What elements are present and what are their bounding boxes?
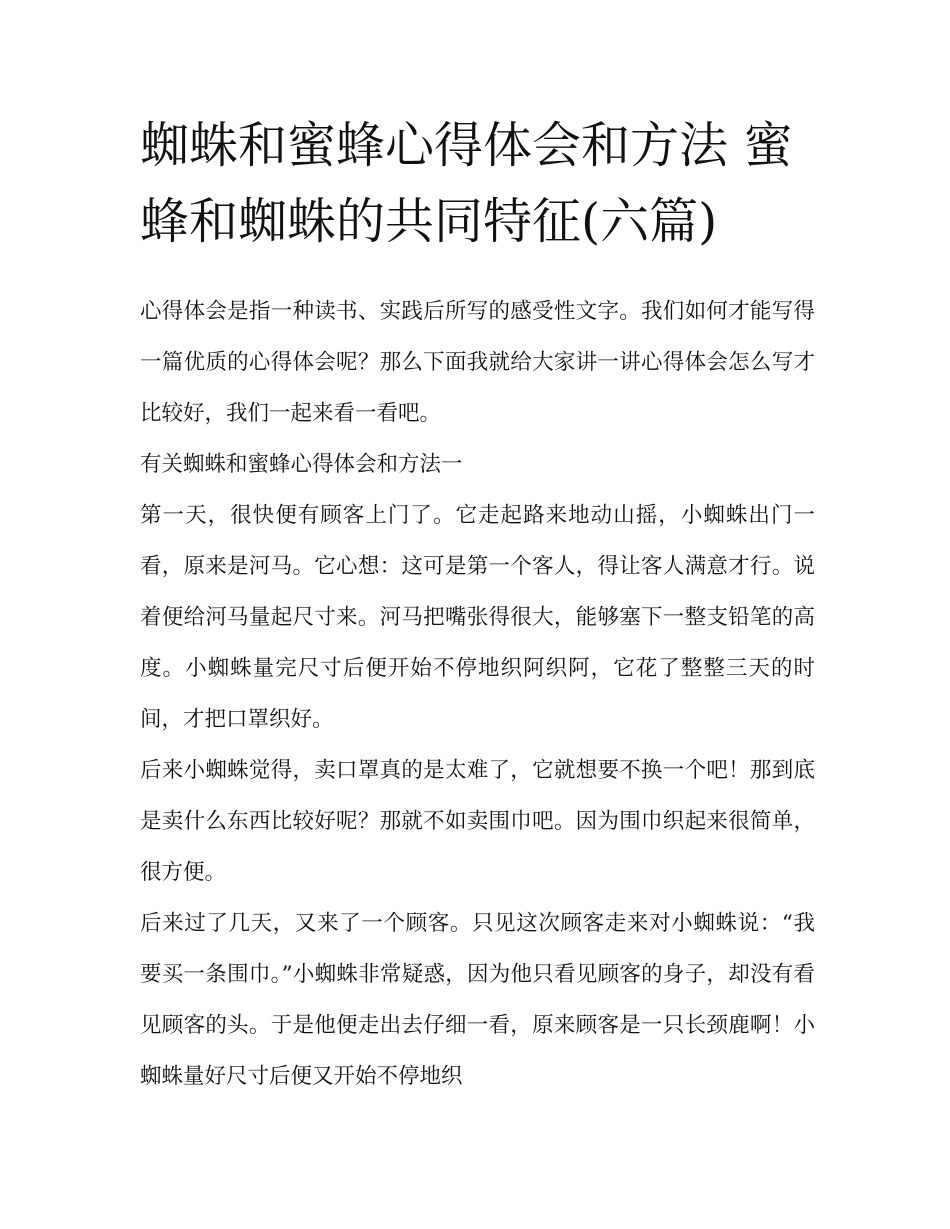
section-heading: 有关蜘蛛和蜜蜂心得体会和方法一 (140, 452, 463, 477)
body-paragraph: 后来小蜘蛛觉得，卖口罩真的是太难了，它就想要不换一个吧！那到底是卖什么东西比较好呢？那就不如卖围巾吧。因为围巾织起来很简单，很方便。 (140, 758, 815, 885)
intro-paragraph: 心得体会是指一种读书、实践后所写的感受性文字。我们如何才能写得一篇优质的心得体会呢？那么下面我就给大家讲一讲心得体会怎么写才比较好，我们一起来看一看吧。 (140, 299, 815, 426)
body-paragraph: 后来过了几天，又来了一个顾客。只见这次顾客走来对小蜘蛛说：“我要买一条围巾。”小蜘蛛非常疑惑，因为他只看见顾客的身子，却没有看见顾客的头。于是他便走出去仔细一看，原来顾客是一只长颈鹿啊！小蜘蛛量好尺寸后便又开始不停地织 (140, 911, 815, 1089)
document-title: 蜘蛛和蜜蜂心得体会和方法 蜜蜂和蜘蛛的共同特征(六篇) (140, 117, 793, 250)
body-paragraph: 第一天，很快便有顾客上门了。它走起路来地动山摇，小蜘蛛出门一看，原来是河马。它心想：这可是第一个客人，得让客人满意才行。说着便给河马量起尺寸来。河马把嘴张得很大，能够塞下一整支铅笔的高度。小蜘蛛量完尺寸后便开始不停地织阿织阿，它花了整整三天的时间，才把口罩织好。 (140, 503, 815, 732)
document-page (140, 108, 815, 1102)
